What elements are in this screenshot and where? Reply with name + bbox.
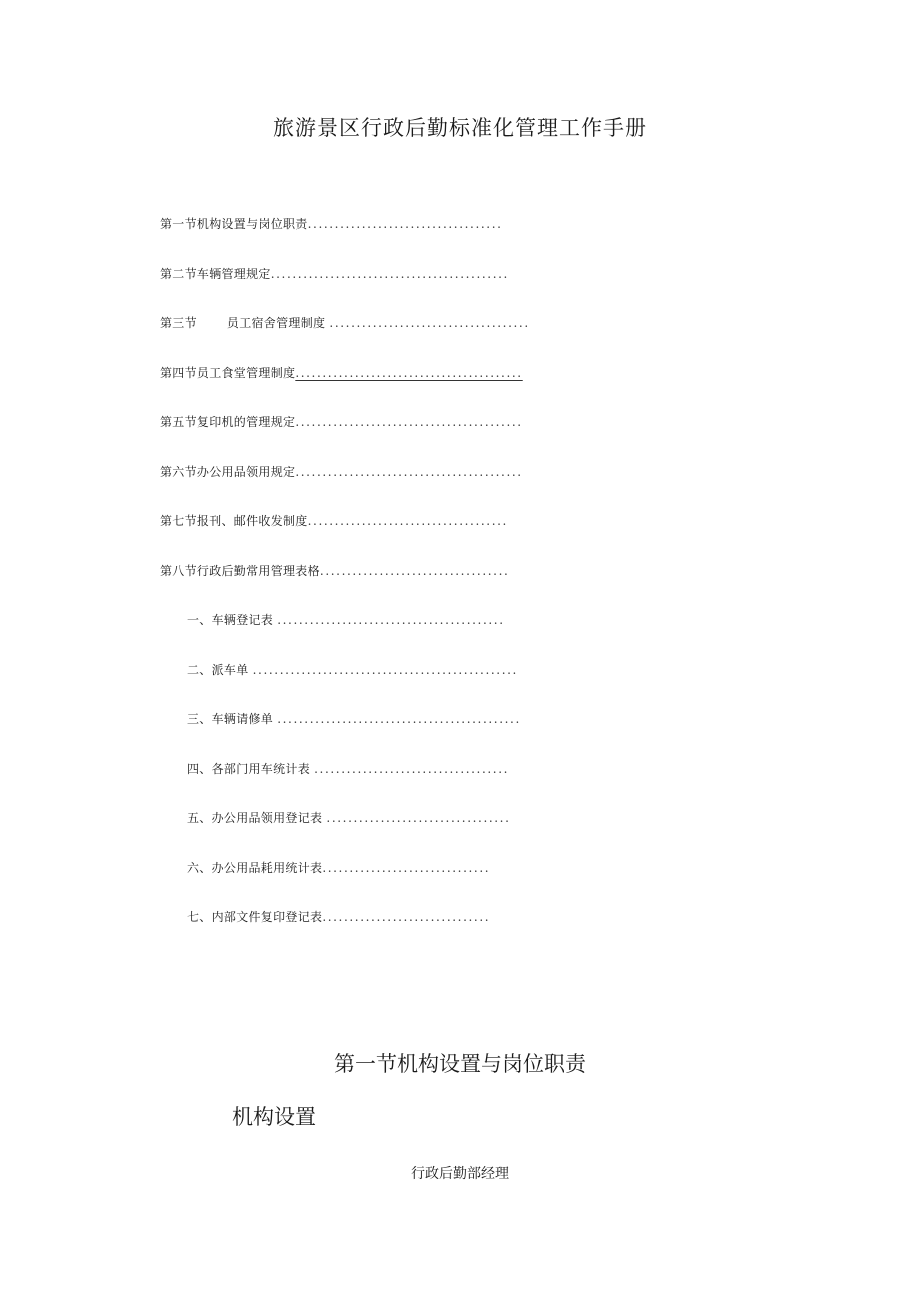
toc-entry-label: 六、办公用品耗用统计表	[187, 860, 323, 875]
toc-entry-leader-dots: .............................................	[277, 712, 521, 726]
toc-entry[interactable]	[160, 361, 600, 411]
toc-entry-label: 第七节报刊、邮件收发制度	[160, 514, 308, 528]
toc-entry-leader-dots: .....................................	[329, 316, 530, 330]
toc-entry-label: 第三节	[160, 316, 197, 330]
toc-entry-leader-dots: .....................................	[307, 514, 508, 528]
toc-entry[interactable]	[160, 311, 600, 361]
toc-entry[interactable]	[160, 262, 600, 312]
toc-entry-leader-dots: .................................................	[252, 662, 518, 677]
toc-entry-label: 第四节员工食堂管理制度	[160, 365, 296, 380]
toc-entry[interactable]	[160, 806, 600, 856]
toc-entry-label: 七、内部文件复印登记表	[187, 910, 323, 924]
toc-entry[interactable]	[160, 905, 600, 955]
section-subheading: 机构设置	[232, 1105, 316, 1129]
toc-entry-leader-dots: ...................................	[319, 563, 510, 578]
toc-entry[interactable]	[160, 212, 600, 262]
section-heading: 第一节机构设置与岗位职责	[334, 1052, 586, 1076]
toc-entry[interactable]	[160, 856, 600, 906]
toc-entry-label: 第五节复印机的管理规定	[160, 415, 296, 429]
toc-entry[interactable]	[160, 460, 600, 510]
toc-entry-leader-dots: ...............................	[322, 860, 491, 875]
toc-entry-leader-dots: ..........................................	[295, 464, 523, 479]
toc-entry[interactable]	[160, 608, 600, 658]
toc-entry[interactable]	[160, 559, 600, 609]
toc-entry-leader-dots: ..................................	[326, 811, 511, 825]
toc-entry-label: 三、车辆请修单	[187, 712, 278, 726]
toc-entry-leader-dots: ..........................................	[295, 415, 523, 429]
toc-entry-label: 一、车辆登记表	[187, 613, 278, 627]
toc-entry-label: 第二节车辆管理规定	[160, 266, 271, 281]
toc-entry[interactable]	[160, 707, 600, 757]
toc-entry-leader-dots: ..........................................	[277, 613, 505, 627]
toc-entry[interactable]	[160, 410, 600, 460]
toc-entry-leader-dots: ..........................................	[295, 365, 523, 380]
toc-entry-label-secondary: 员工宿舍管理制度	[226, 316, 330, 330]
toc-entry[interactable]	[160, 658, 600, 708]
table-of-contents	[160, 212, 600, 955]
document-title: 旅游景区行政后勤标准化管理工作手册	[273, 116, 647, 140]
toc-entry-leader-dots: ....................................	[314, 761, 510, 776]
toc-entry-leader-dots: ............................................	[270, 266, 509, 281]
org-chart-top-node: 行政后勤部经理	[411, 1166, 509, 1182]
toc-entry-label: 第八节行政后勤常用管理表格	[160, 563, 320, 578]
toc-entry[interactable]	[160, 757, 600, 807]
toc-entry-label: 五、办公用品领用登记表	[187, 811, 327, 825]
toc-entry-label: 第六节办公用品领用规定	[160, 464, 296, 479]
toc-entry-label: 二、派车单	[187, 662, 253, 677]
toc-entry-label: 第一节机构设置与岗位职责	[160, 217, 308, 231]
toc-entry-leader-dots: ...............................	[322, 910, 491, 924]
toc-entry-leader-dots: ....................................	[307, 217, 503, 231]
toc-entry-label: 四、各部门用车统计表	[187, 761, 315, 776]
toc-entry[interactable]	[160, 509, 600, 559]
